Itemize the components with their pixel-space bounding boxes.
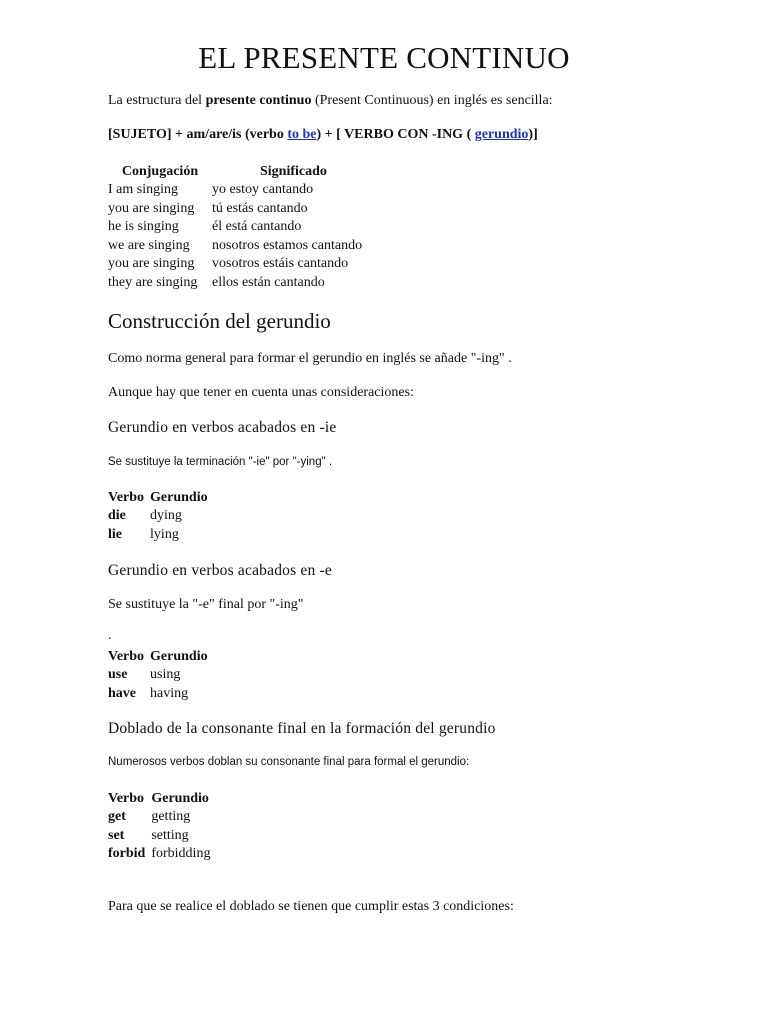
table-row (108, 238, 430, 257)
header-gerundio: Gerundio (150, 489, 208, 505)
gerund-cell: using (150, 667, 181, 683)
verb-cell: have (108, 685, 136, 701)
header-gerundio: Gerundio (150, 648, 208, 664)
header-gerundio: Gerundio (151, 790, 209, 806)
ie-verb-table (108, 488, 214, 544)
e-verb-table (108, 647, 214, 703)
intro-bold-term: presente continuo (205, 93, 312, 108)
header-significado: Significado (260, 164, 327, 179)
gerund-cell: forbidding (151, 846, 211, 862)
section-heading-doubling: Doblado de la consonante final en la formación del gerundio (108, 720, 496, 737)
meaning-cell: tú estás cantando (212, 200, 308, 216)
gerund-cell: dying (150, 508, 182, 524)
section-heading-ie: Gerundio en verbos acabados en -ie (108, 419, 337, 436)
verb-cell: die (108, 508, 126, 524)
table-row (108, 219, 430, 238)
header-verbo: Verbo (108, 648, 145, 664)
formula-part-2: ) + [ VERBO CON -ING ( (316, 127, 475, 142)
conjugation-cell: they are singing (108, 274, 198, 290)
table-row (108, 526, 214, 545)
table-row (108, 666, 214, 685)
gerund-cell: setting (151, 827, 189, 843)
header-verbo: Verbo (108, 489, 145, 505)
table-row (108, 827, 216, 846)
conjugation-header-row (108, 162, 430, 182)
ie-rule-text: Se sustituye la terminación "-ie" por "-ying" . (108, 456, 333, 468)
verb-cell: forbid (108, 846, 146, 862)
doubling-rule-text: Numerosos verbos doblan su consonante final para formal el gerundio: (108, 756, 470, 768)
gerundio-link[interactable]: gerundio (474, 127, 529, 142)
table-row (108, 845, 216, 864)
gerund-cell: having (150, 685, 189, 701)
verb-table-header (108, 488, 214, 507)
table-row (108, 685, 214, 704)
table-row (108, 256, 430, 275)
table-row (108, 201, 430, 220)
conjugation-cell: you are singing (108, 200, 195, 216)
section-heading-e: Gerundio en verbos acabados en -e (108, 562, 332, 579)
verb-cell: set (108, 827, 125, 843)
conjugation-cell: he is singing (108, 219, 179, 235)
table-row (108, 507, 214, 526)
e-rule-text: Se sustituye la "-e" final por "-ing" (108, 597, 304, 612)
gerund-cell: lying (150, 526, 179, 542)
verb-table-header (108, 647, 214, 666)
verb-cell: use (108, 667, 128, 683)
gerund-rule-paragraph: Como norma general para formar el gerundio en inglés se añade "-ing" . (108, 351, 512, 366)
intro-text-before: La estructura del (108, 93, 206, 108)
verb-table-header (108, 789, 216, 808)
to-be-link[interactable]: to be (287, 127, 317, 142)
page-title: EL PRESENTE CONTINUO (198, 40, 570, 75)
table-row (108, 182, 430, 201)
table-row (108, 275, 430, 294)
meaning-cell: vosotros estáis cantando (212, 256, 349, 272)
intro-text-after: (Present Continuous) en inglés es sencilla: (311, 93, 553, 108)
meaning-cell: ellos están cantando (212, 274, 325, 290)
header-conjugacion: Conjugación (121, 164, 199, 179)
stray-period: . (108, 628, 112, 643)
meaning-cell: yo estoy cantando (212, 182, 314, 197)
intro-paragraph (108, 93, 553, 109)
conjugation-cell: we are singing (108, 237, 190, 253)
gerund-cell: getting (151, 809, 191, 825)
meaning-cell: él está cantando (212, 219, 302, 235)
formula-part-1: [SUJETO] + am/are/is (verbo (108, 127, 288, 142)
conjugation-cell: I am singing (108, 182, 178, 197)
verb-cell: get (108, 809, 126, 825)
considerations-paragraph: Aunque hay que tener en cuenta unas consideraciones: (108, 385, 414, 400)
conjugation-table (108, 162, 430, 294)
header-verbo: Verbo (108, 790, 145, 806)
table-row (108, 808, 216, 827)
structure-formula (108, 127, 538, 143)
section-heading-gerund-construction: Construcción del gerundio (108, 309, 331, 333)
meaning-cell: nosotros estamos cantando (212, 237, 363, 253)
closing-paragraph: Para que se realice el doblado se tienen que cumplir estas 3 condiciones: (108, 899, 514, 914)
doubling-verb-table (108, 789, 216, 864)
formula-part-3: )] (528, 127, 538, 142)
conjugation-cell: you are singing (108, 256, 195, 272)
verb-cell: lie (108, 526, 122, 542)
